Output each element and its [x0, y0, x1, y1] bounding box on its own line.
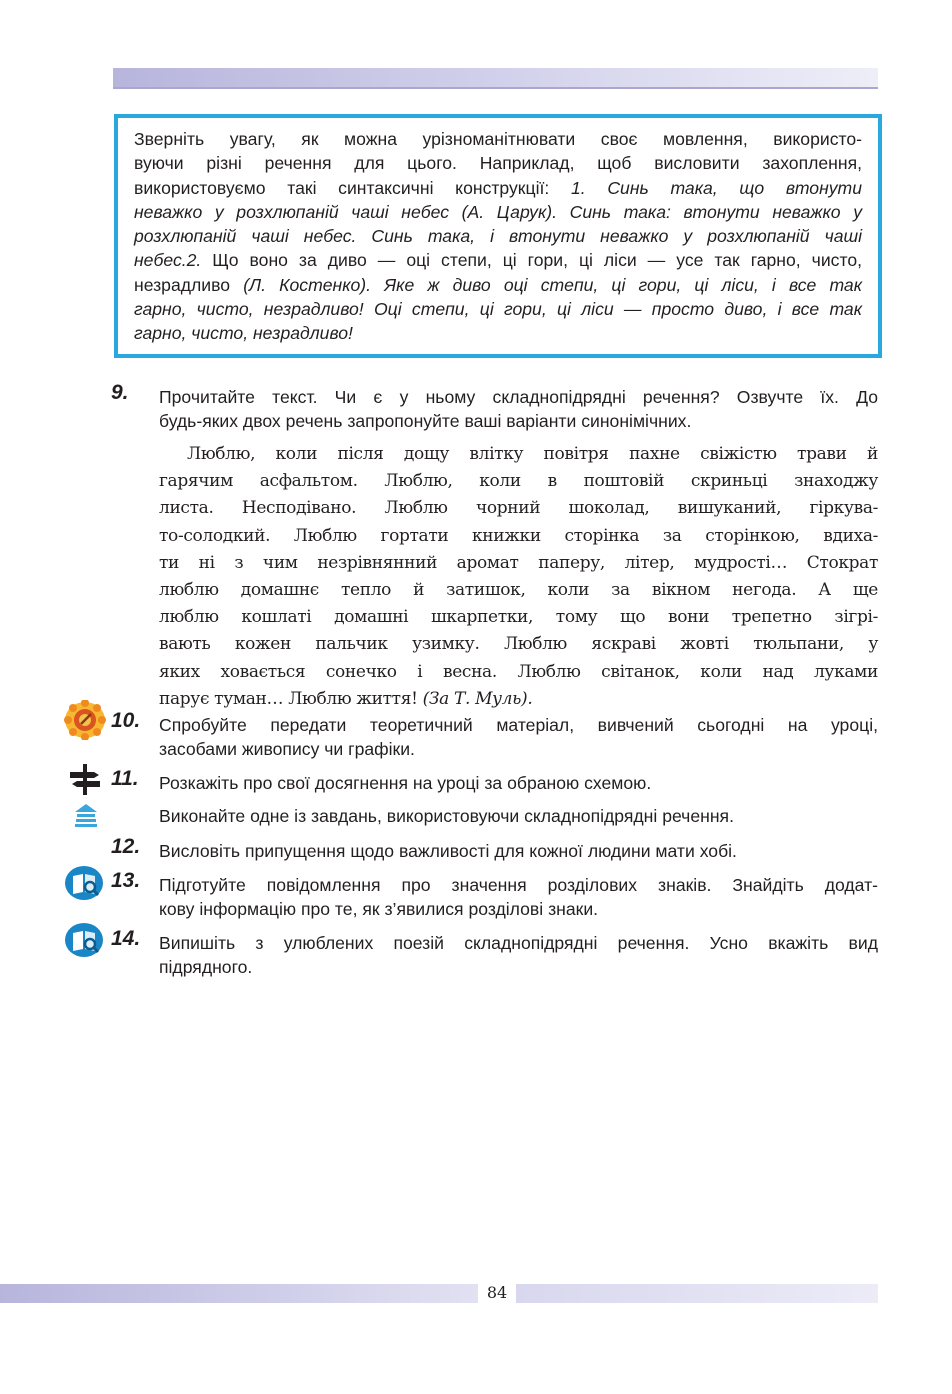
note-line: неважко у розхлюпаній чаші небес (А. Царук). Синь така: втонути неважко у [134, 201, 862, 222]
reading-line: то-солодкий. Люблю гортати книжки сторінка за сторінкою, вдиха- [159, 525, 878, 546]
task-text: Спробуйте передати теоретичний матеріал, вивчений сьогодні на уроці, засобами живопису чи графіки. [159, 715, 878, 759]
task-text: Прочитайте текст. Чи є у ньому складнопідрядні речення? Озвучте їх. До будь-яких двох речень запропонуйте ваші варіанти синонімічних. [159, 387, 878, 431]
note-line: використовуємо такі синтаксичні конструкції: 1. Синь така, що втонути [134, 177, 862, 198]
signpost-icon [68, 762, 102, 796]
page-number: 84 [486, 1283, 508, 1302]
reading-line: люблю кошлаті домашні шкарпетки, тому що вони трепетно зігрі- [159, 607, 878, 628]
reading-line: гарячим асфальтом. Люблю, коли в поштовій скриньці знаходжу [159, 471, 878, 492]
task-text: Висловіть припущення щодо важливості для кожної людини мати хобі. [159, 841, 737, 861]
reading-line: Люблю, коли після дощу влітку повітря пахне свіжістю трави й [187, 444, 878, 464]
footer-bar-left [0, 1284, 478, 1303]
task-number: 12. [111, 835, 141, 858]
reading-text [159, 441, 878, 713]
task-number: 11. [111, 767, 139, 790]
top-header-bar [113, 68, 878, 89]
reading-source: (За Т. Муль). [422, 688, 533, 709]
footer-bar-right [516, 1284, 878, 1303]
reading-line: листа. Несподівано. Люблю чорний шоколад, вишуканий, гіркува- [159, 498, 878, 519]
task-number: 9. [111, 381, 129, 404]
task-number: 10. [111, 709, 141, 732]
task-text: Розкажіть про свої досягнення на уроці за обраною схемою. [159, 773, 652, 793]
reading-line: яких ховається сонечко і весна. Люблю світанок, коли над луками [159, 661, 878, 682]
note-line: Зверніть увагу, як можна урізноманітнювати своє мовлення, використо- [134, 129, 862, 149]
book-search-icon [64, 922, 104, 958]
note-line: незрадливо (Л. Костенко). Яке ж диво оці степи, ці гори, ці ліси, і все так [134, 274, 863, 295]
task-text: Виконайте одне із завдань, використовуючи складнопідрядні речення. [159, 806, 734, 826]
sunflower-art-icon [64, 700, 106, 740]
book-search-icon [64, 865, 104, 901]
note-line: небес.2. Що воно за диво — оці степи, ці гори, ці ліси — усе так гарно, чисто, [134, 250, 862, 271]
note-line: гарно, чисто, незрадливо! Оці степи, ці гори, ці ліси — просто диво, і все так [134, 299, 862, 320]
reading-line: парує туман… Люблю життя! (За Т. Муль). [159, 688, 533, 709]
note-box [114, 114, 882, 358]
note-line: вуючи різні речення для цього. Наприклад, щоб висловити захоплення, [134, 153, 862, 174]
task-text: Підготуйте повідомлення про значення розділових знаків. Знайдіть додат- кову інформацію про те, як з’явилися розділові знаки. [159, 875, 878, 919]
task-number: 14. [111, 927, 141, 950]
reading-line: вають кожен пальчик узимку. Люблю яскраві жовті тюльпани, у [159, 634, 878, 655]
pyramid-levels-icon [73, 802, 99, 828]
reading-line: люблю домашнє тепло й затишок, коли за вікном негода. А ще [159, 580, 878, 601]
task-number: 13. [111, 869, 141, 892]
reading-line: ти ні з чим незрівнянний аромат паперу, літер, мудрості… Стократ [159, 552, 878, 573]
task-text: Випишіть з улюблених поезій складнопідрядні речення. Усно вкажіть вид підрядного. [159, 933, 878, 977]
note-line: гарно, чисто, незрадливо! [134, 323, 353, 344]
note-line: розхлюпаній чаші небес. Синь така, і втонути неважко у розхлюпаній чаші [134, 226, 862, 247]
